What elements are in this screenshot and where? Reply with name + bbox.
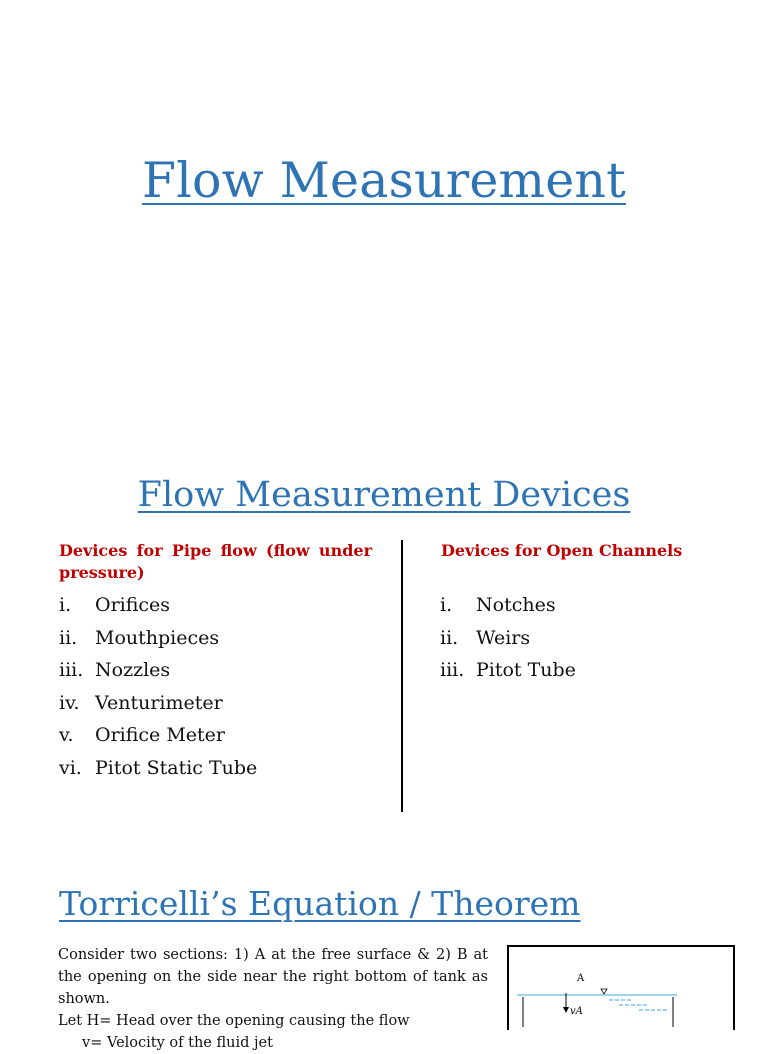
open-channels-heading: Devices for Open Channels [441, 541, 683, 560]
list-label: Pitot Tube [476, 659, 576, 681]
paragraph: Let H= Head over the opening causing the flow [58, 1013, 410, 1029]
list-item [59, 623, 257, 656]
list-item [59, 753, 257, 786]
list-number: iii. [440, 659, 465, 681]
list-label: Notches [476, 594, 556, 616]
list-item [59, 590, 257, 623]
list-number: vi. [59, 756, 82, 779]
open-channel-device-list [440, 590, 576, 688]
list-label: Mouthpieces [95, 626, 220, 649]
list-item [440, 590, 576, 623]
column-divider [401, 540, 403, 812]
list-item [59, 655, 257, 688]
section-title-torricelli: Torricelli’s Equation / Theorem [59, 884, 581, 923]
page-title: Flow Measurement [141, 152, 627, 209]
list-item [59, 720, 257, 753]
list-label: Orifice Meter [95, 724, 225, 746]
list-item [440, 655, 576, 688]
list-number: i. [440, 594, 453, 616]
list-label: Orifices [95, 594, 171, 616]
paragraph: v= Velocity of the fluid jet [82, 1035, 273, 1051]
list-number: ii. [59, 626, 78, 649]
list-number: i. [59, 594, 72, 616]
paragraph: Consider two sections: 1) A at the free surface & 2) B at the opening on the side near the right bottom of tank as shown. [58, 947, 488, 1007]
list-item [440, 623, 576, 656]
section-title-devices: Flow Measurement Devices [137, 475, 631, 515]
list-number: iii. [59, 659, 84, 681]
list-label: Venturimeter [95, 691, 223, 714]
tank-diagram [507, 945, 735, 1030]
tank-illustration [509, 947, 733, 1027]
list-item [59, 688, 257, 721]
list-number: ii. [440, 626, 459, 649]
list-label: Weirs [476, 626, 531, 649]
label-a: A [577, 973, 585, 984]
list-number: v. [59, 724, 74, 746]
free-surface-marker [601, 989, 607, 994]
pipe-flow-device-list [59, 590, 257, 785]
list-label: Pitot Static Tube [95, 756, 258, 779]
list-number: iv. [59, 691, 80, 714]
list-label: Nozzles [95, 659, 171, 681]
label-velocity: vA [570, 1006, 583, 1017]
torricelli-description [58, 944, 488, 1054]
velocity-arrow-head [563, 1007, 569, 1013]
pipe-flow-heading: Devices for Pipe flow (flow under pressure) [59, 541, 372, 582]
